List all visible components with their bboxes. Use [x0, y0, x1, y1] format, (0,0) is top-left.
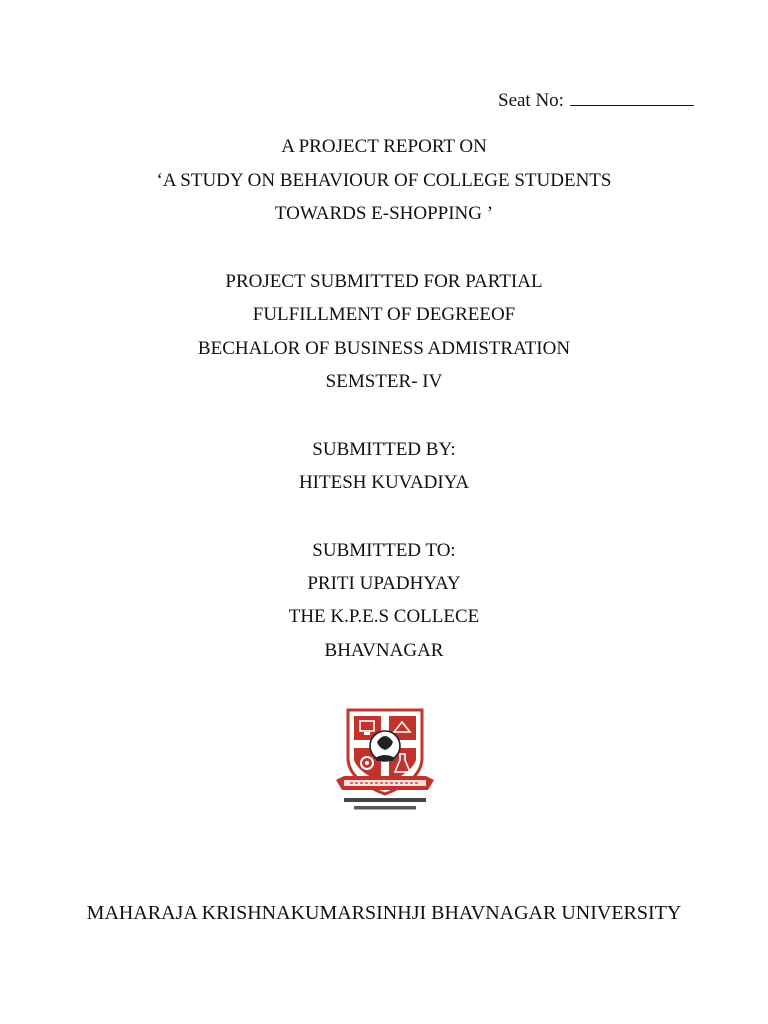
- seat-number-label: Seat No:: [498, 90, 564, 111]
- submission-line-1: PROJECT SUBMITTED FOR PARTIAL: [225, 271, 543, 292]
- report-heading: A PROJECT REPORT ON: [281, 136, 487, 157]
- university-footer: MAHARAJA KRISHNAKUMARSINHJI BHAVNAGAR UNIVERSITY: [86, 902, 682, 924]
- submission-line-2: FULFILLMENT OF DEGREEOF: [252, 304, 516, 325]
- crest-caption-line-1: [344, 798, 426, 802]
- report-title-line-2: TOWARDS E-SHOPPING ’: [274, 203, 494, 224]
- guide-name: PRITI UPADHYAY: [307, 573, 461, 594]
- report-title-line-1: ‘A STUDY ON BEHAVIOUR OF COLLEGE STUDENTS: [156, 170, 612, 191]
- submitted-to-heading: SUBMITTED TO:: [312, 540, 456, 561]
- degree-line: BECHALOR OF BUSINESS ADMISTRATION: [197, 338, 571, 359]
- college-name: THE K.P.E.S COLLECE: [288, 606, 480, 627]
- student-name: HITESH KUVADIYA: [298, 472, 470, 493]
- college-city: BHAVNAGAR: [324, 640, 444, 661]
- university-crest-icon: [330, 706, 440, 816]
- semester-line: SEMSTER- IV: [325, 371, 443, 392]
- crest-caption-line-2: [354, 806, 416, 810]
- seat-number-line: [498, 86, 694, 115]
- seat-number-blank: [570, 86, 694, 106]
- submitted-by-heading: SUBMITTED BY:: [312, 439, 456, 460]
